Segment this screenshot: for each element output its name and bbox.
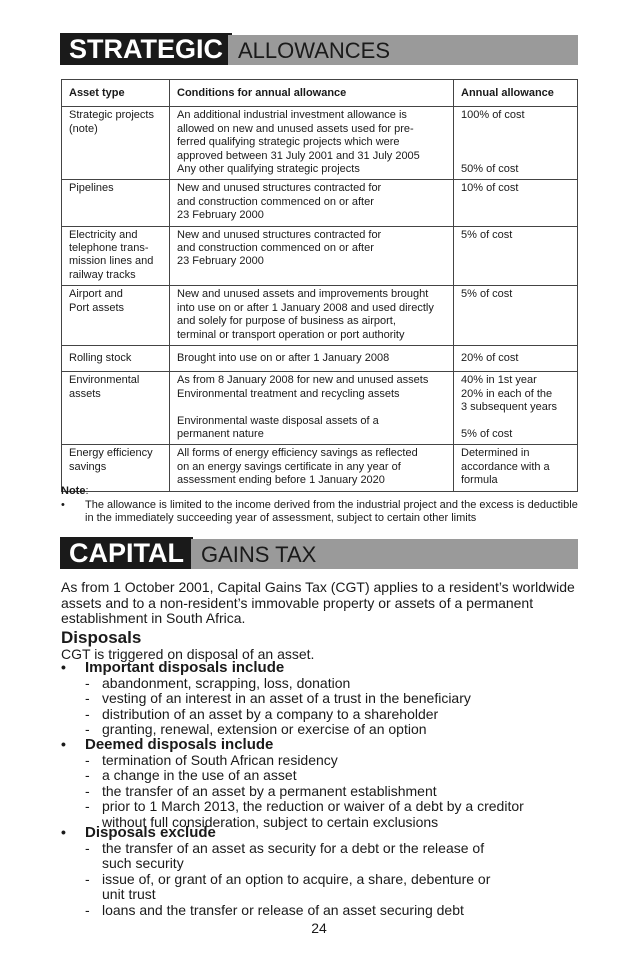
disposals-exclude-group: [61, 825, 581, 918]
cell-conditions: New and unused structures contracted for and construction commenced on or after 23 February 2000: [170, 180, 454, 226]
column-header-conditions: Conditions for annual allowance: [170, 80, 454, 107]
cgt-intro-paragraph: As from 1 October 2001, Capital Gains Tax (CGT) applies to a resident’s worldwide assets and to a non-resident’s immovable property or assets of a permanent establishment in South Africa.: [61, 579, 575, 627]
list-item-text: abandonment, scrapping, loss, donation: [102, 674, 351, 691]
list-item: [61, 784, 581, 800]
list-item-text: prior to 1 March 2013, the reduction or waiver of a debt by a creditor without full consideration, subject to certain exclusions: [102, 798, 524, 830]
page-number: 24: [311, 920, 327, 936]
dash-icon: -: [85, 870, 90, 887]
list-item-text: the transfer of an asset by a permanent establishment: [102, 782, 437, 799]
list-item-text: a change in the use of an asset: [102, 767, 297, 783]
note-label-line: [61, 485, 581, 499]
table-row: [62, 107, 578, 180]
table-header-row: [62, 80, 578, 107]
dash-icon: -: [85, 901, 90, 918]
note-label: Note: [61, 485, 86, 497]
list-item-text: termination of South African residency: [102, 751, 338, 768]
note-text: The allowance is limited to the income derived from the industrial project and the excess is deductible in the immediately succeeding year of assessment, subject to certain other limits: [85, 498, 578, 524]
bullet-icon: •: [61, 659, 66, 675]
header-gray-label: ALLOWANCES: [228, 35, 578, 65]
list-item: [61, 841, 581, 872]
strategic-allowances-header: [60, 33, 578, 65]
cell-conditions: As from 8 January 2008 for new and unused assets Environmental treatment and recycling assets Environmental waste disposal assets of a permanent nature: [170, 372, 454, 445]
column-header-asset-type: Asset type: [62, 80, 170, 107]
cell-asset: Pipelines: [62, 180, 170, 226]
capital-gains-tax-header: [60, 537, 578, 569]
dash-icon: -: [85, 767, 90, 783]
cell-conditions: An additional industrial investment allowance is allowed on new and unused assets used for pre- ferred qualifying strategic projects which were approved between 31 July 2001 and 31 July 2005 Any other qualifying strategic projects: [170, 107, 454, 180]
group-title: Important disposals include: [85, 659, 285, 676]
cell-conditions: New and unused assets and improvements brought into use on or after 1 January 2008 and used directly and solely for purpose of business as airport, terminal or transport operation or port authority: [170, 286, 454, 346]
cell-allowance: 20% of cost: [454, 345, 578, 371]
column-header-annual-allowance: Annual allowance: [454, 80, 578, 107]
list-item-text: distribution of an asset by a company to a shareholder: [102, 705, 439, 722]
bullet-icon: •: [61, 824, 66, 840]
list-item: [61, 872, 581, 903]
list-item-text: vesting of an interest in an asset of a trust in the beneficiary: [102, 690, 471, 706]
cell-allowance: 5% of cost: [454, 226, 578, 286]
table-row: [62, 226, 578, 286]
cell-asset: Energy efficiency savings: [62, 445, 170, 491]
dash-icon: -: [85, 782, 90, 799]
group-list: [61, 676, 581, 738]
table-row: [62, 372, 578, 445]
cell-conditions: New and unused structures contracted for and construction commenced on or after 23 February 2000: [170, 226, 454, 286]
cell-allowance: 100% of cost 50% of cost: [454, 107, 578, 180]
group-title: Disposals exclude: [85, 824, 216, 841]
cell-allowance: Determined in accordance with a formula: [454, 445, 578, 491]
table-note: [61, 485, 581, 526]
table-row: [62, 345, 578, 371]
cell-allowance: 40% in 1st year 20% in each of the 3 subsequent years 5% of cost: [454, 372, 578, 445]
list-item: [61, 903, 581, 919]
disposals-heading: Disposals: [61, 628, 142, 647]
cell-conditions: All forms of energy efficiency savings as reflected on an energy savings certificate in any year of assessment ending before 1 January 2020: [170, 445, 454, 491]
allowance-table: [61, 79, 578, 492]
list-item-text: granting, renewal, extension or exercise of an option: [102, 721, 427, 737]
cell-asset: Environmental assets: [62, 372, 170, 445]
note-bullet: •: [61, 498, 65, 511]
group-list: [61, 841, 581, 919]
dash-icon: -: [85, 705, 90, 722]
dash-icon: -: [85, 690, 90, 706]
cell-allowance: 10% of cost: [454, 180, 578, 226]
cell-asset: Strategic projects (note): [62, 107, 170, 180]
table-row: [62, 286, 578, 346]
important-disposals-group: [61, 660, 581, 738]
dash-icon: -: [85, 721, 90, 737]
deemed-disposals-group: [61, 737, 581, 830]
list-item-text: issue of, or grant of an option to acquire, a share, debenture or unit trust: [102, 870, 491, 902]
header-gray-label: GAINS TAX: [191, 539, 578, 569]
dash-icon: -: [85, 798, 90, 814]
table-row: [62, 180, 578, 226]
list-item: [61, 676, 581, 692]
cell-asset: Electricity and telephone trans- mission lines and railway tracks: [62, 226, 170, 286]
list-item: [61, 768, 581, 784]
cell-asset: Airport and Port assets: [62, 286, 170, 346]
header-black-label: STRATEGIC: [60, 33, 232, 65]
dash-icon: -: [85, 839, 90, 856]
dash-icon: -: [85, 674, 90, 691]
list-item: [61, 707, 581, 723]
group-title: Deemed disposals include: [85, 736, 274, 753]
group-list: [61, 753, 581, 831]
list-item-text: loans and the transfer or release of an asset securing debt: [102, 901, 464, 918]
cell-conditions: Brought into use on or after 1 January 2008: [170, 345, 454, 371]
note-colon: :: [85, 485, 89, 497]
header-black-label: CAPITAL: [60, 537, 193, 569]
dash-icon: -: [85, 751, 90, 768]
list-item: [61, 691, 581, 707]
bullet-icon: •: [61, 736, 66, 752]
cell-allowance: 5% of cost: [454, 286, 578, 346]
list-item-text: the transfer of an asset as security for a debt or the release of such security: [102, 839, 485, 871]
cell-asset: Rolling stock: [62, 345, 170, 371]
disposals-intro: CGT is triggered on disposal of an asset.: [61, 646, 315, 662]
list-item: [61, 753, 581, 769]
